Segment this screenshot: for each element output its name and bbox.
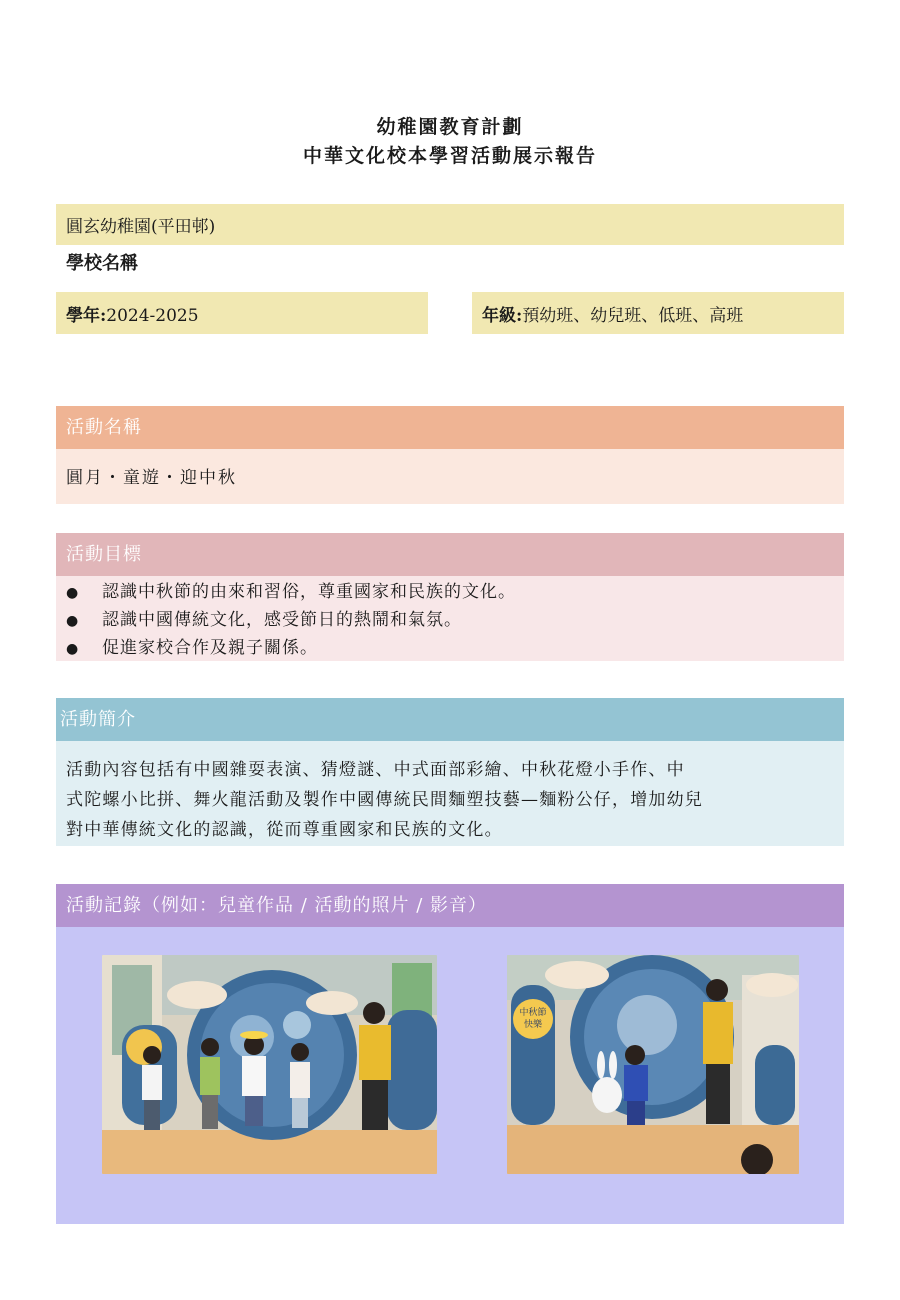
school-year-label: 學年: — [66, 306, 107, 326]
school-name-field — [56, 204, 844, 245]
school-name-label: 學校名稱 — [66, 253, 138, 274]
activity-name-heading: 活動名稱 — [56, 406, 844, 449]
goal-item: ● 認識中秋節的由來和習俗，尊重國家和民族的文化。 — [66, 578, 834, 606]
school-name-value: 圓玄幼稚園(平田邨) — [66, 217, 216, 237]
activity-intro-heading: 活動簡介 — [56, 698, 844, 741]
activity-goals-heading: 活動目標 — [56, 533, 844, 576]
activity-intro-body — [56, 741, 844, 846]
intro-line: 活動內容包括有中國雜耍表演、猜燈謎、中式面部彩繪、中秋花燈小手作、中 — [66, 760, 685, 780]
goal-item: ● 促進家校合作及親子關係。 — [66, 634, 834, 662]
svg-text:快樂: 快樂 — [523, 1020, 543, 1030]
bullet-icon: ● — [66, 585, 80, 601]
grade-label: 年級: — [482, 306, 523, 326]
intro-line: 對中華傳統文化的認識，從而尊重國家和民族的文化。 — [66, 820, 503, 840]
activity-photo-1 — [102, 955, 437, 1174]
goals-list — [66, 578, 834, 662]
intro-line: 式陀螺小比拼、舞火龍活動及製作中國傳統民間麵塑技藝—麵粉公仔，增加幼兒 — [66, 790, 703, 810]
activity-name-value: 圓月・童遊・迎中秋 — [56, 449, 844, 504]
bullet-icon: ● — [66, 641, 80, 657]
grade-value: 預幼班、幼兒班、低班、高班 — [522, 306, 744, 326]
school-year-field — [56, 292, 428, 334]
bullet-icon: ● — [66, 613, 80, 629]
document-subtitle: 中華文化校本學習活動展示報告 — [302, 145, 597, 167]
goal-item: ● 認識中國傳統文化，感受節日的熱鬧和氣氛。 — [66, 606, 834, 634]
grade-field — [472, 292, 844, 334]
document-title: 幼稚園教育計劃 — [376, 116, 524, 138]
activity-photo-2 — [507, 955, 799, 1174]
activity-goals-body — [56, 576, 844, 661]
school-year-value: 2024-2025 — [106, 306, 199, 326]
festival-sign-text: 中秋節 — [519, 1008, 547, 1018]
activity-records-heading: 活動記錄（例如：兒童作品 / 活動的照片 / 影音） — [56, 884, 844, 927]
